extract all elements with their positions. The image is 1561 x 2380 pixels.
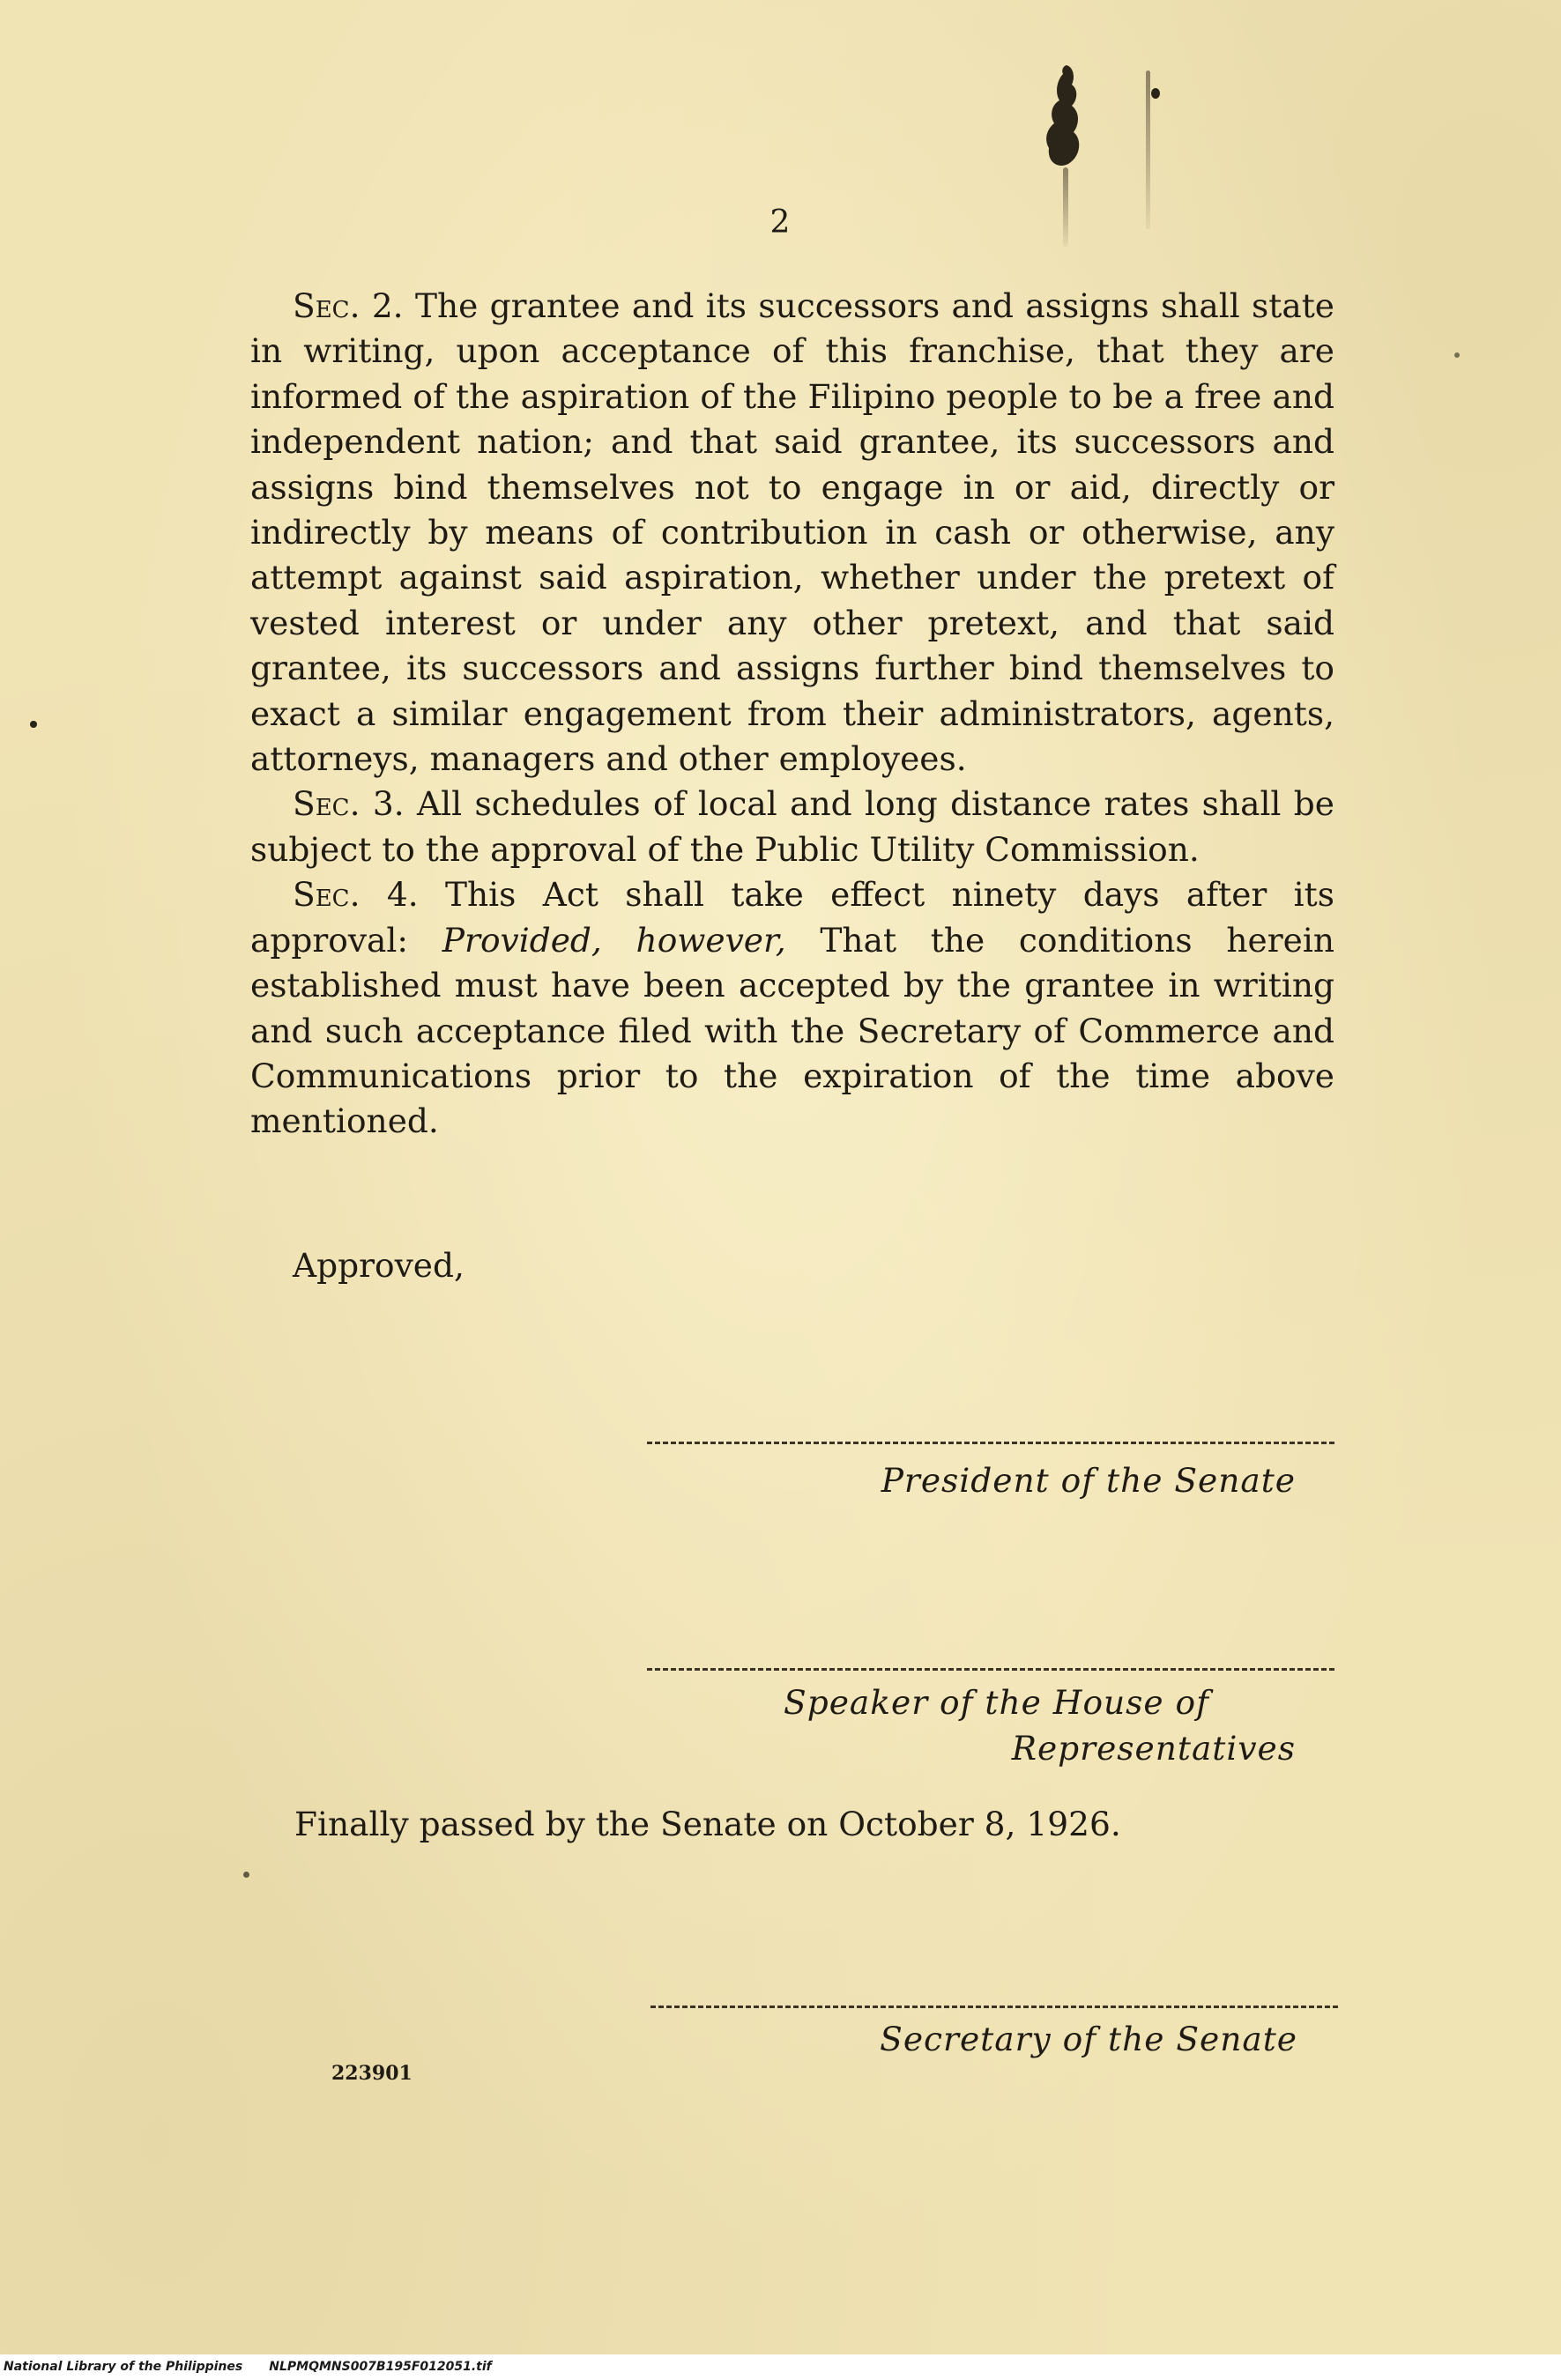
section-3-paragraph	[250, 782, 1334, 872]
secretary-signature-line	[650, 2006, 1338, 2008]
speck-lower-left	[243, 1872, 249, 1878]
document-code: 223901	[331, 2062, 413, 2085]
section-number: 2.	[360, 286, 404, 325]
section-text-after: That the conditions herein established must have been accepted by the grantee in writing and such acceptance filed with the Secretary of Commerce and Communications prior to the expiration of the time above mentioned.	[250, 920, 1334, 1141]
finally-passed-statement: Finally passed by the Senate on October 8, 1926.	[294, 1805, 1121, 1843]
archive-footer	[0, 2354, 1561, 2380]
speck-right-margin	[1454, 352, 1460, 358]
president-signature-line	[647, 1442, 1334, 1444]
speck-right-dot	[1151, 88, 1160, 99]
section-proviso: Provided, however,	[442, 920, 786, 960]
ink-stain	[1038, 62, 1091, 176]
section-text: All schedules of local and long distance rates shall be subject to the approval of the Public Utility Commission.	[250, 784, 1334, 869]
body-text	[250, 284, 1334, 1145]
section-number: 3.	[360, 784, 405, 824]
section-4-paragraph	[250, 872, 1334, 1144]
archive-footer-text	[4, 2360, 518, 2374]
library-name: National Library of the Philippines	[4, 2360, 243, 2374]
speaker-signature-line	[647, 1668, 1334, 1671]
section-label: Sec.	[293, 784, 361, 824]
section-2-paragraph	[250, 284, 1334, 782]
speaker-title-line1: Speaker of the House of	[784, 1683, 1209, 1722]
section-number: 4.	[360, 875, 419, 915]
section-label: Sec.	[293, 875, 361, 915]
file-name: NLPMQMNS007B195F012051.tif	[269, 2360, 492, 2374]
approved-label: Approved,	[293, 1246, 465, 1285]
page-number: 2	[769, 204, 792, 241]
section-text: The grantee and its successors and assigns shall state in writing, upon acceptance of this franchise, that they are informed of the aspiration of the Filipino people to be a free and independent nation; and that said grantee, its successors and assigns bind themselves not to engage in or aid, directly or indirectly by means of contribution in cash or otherwise, any attempt against said aspiration, whether under the pretext of vested interest or under any other pretext, and that said grantee, its successors and assigns further bind themselves to exact a similar engagement from their administrators, agents, attorneys, managers and other employees.	[250, 286, 1334, 779]
section-text-before: This Act shall take effect ninety days after its approval:	[250, 875, 1334, 960]
speaker-title-line2: Representatives	[1011, 1729, 1296, 1768]
secretary-title: Secretary of the Senate	[880, 2020, 1297, 2058]
section-label: Sec.	[293, 286, 361, 325]
speck-left-margin	[30, 721, 37, 728]
president-title: President of the Senate	[881, 1461, 1296, 1500]
